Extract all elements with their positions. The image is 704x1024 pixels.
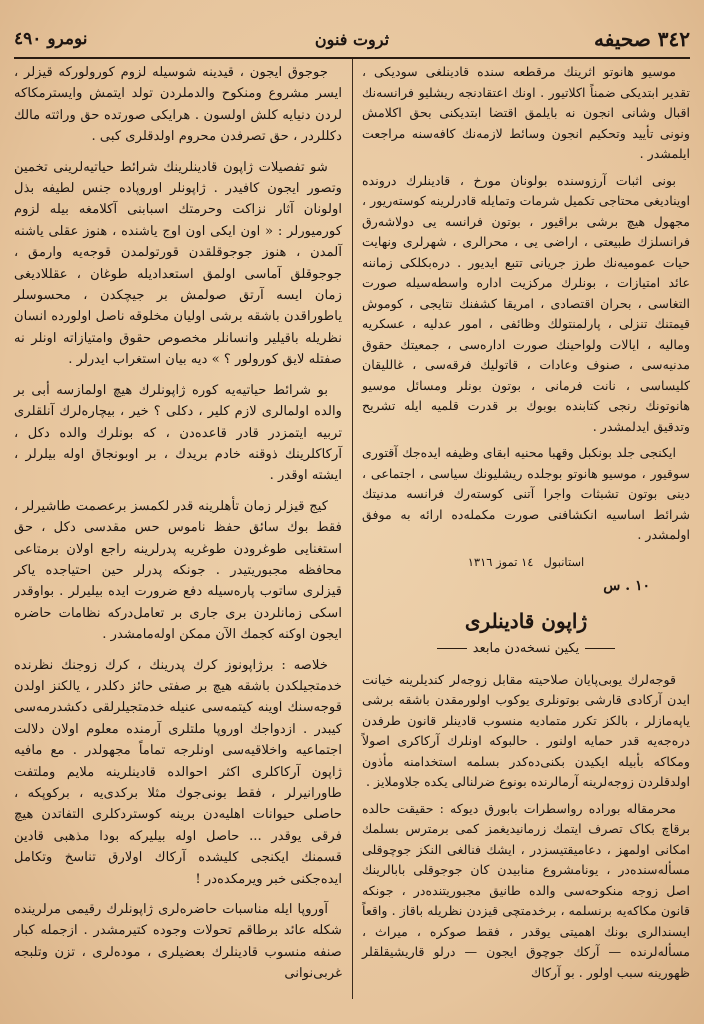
signature: ١٠ . س [603,578,650,594]
journal-title: ثروت فنون [314,29,390,49]
paragraph: موسيو هانوتو اثرینك مرقطعه سنده قادینلغی سوديکی ، تقدیر ابتدیکی ضمناً اکلاتیور . اونك اعتقادنجه ریشلیو فرانسه‌نك اقبال وشانی انجون نه بایلمق اقتضا ابتدیکنی بحق اکلامش ونونی تأیید وتحکیم انجون وسائط لازمه‌نك کافه‌سنه مراجعت ایلمشدر . [362,64,690,161]
issue-number: نومرو ٤٩٠ [14,29,88,49]
dateline-date: ١٤ تموز ١٣١٦ [467,554,534,569]
page-header [14,22,690,56]
article-title: ژاپون قادینلری [464,608,588,633]
paragraph: ایکنجی جلد بونکبل وقهبا محنیه ابقای وظیفه ایده‌جك آقتوری سوقیور ، موسیو هانوتو بوجلده ریشلیونك سیاسی ، اجتماعی ، دینی بوتون تشبثات واجرا آتنی کوسته‌رك فرانسه مدنیتك شرائط اساسیه انکشافنی صورت مکمله‌ده ارائه به موفق اولمشدر . [362,445,690,542]
article-subtitle-text: یکین نسخه‌دن مابعد [472,641,580,656]
left-column [14,62,342,994]
right-column [362,62,690,989]
paragraph: خلاصه : برژاپونوز کرك پدرینك ، کرك زوجنك نظرنده خدمتجیلکدن باشقه هیچ بر صفتی حائز دکلدر ، یالکنز اولدن قوجه‌سنك اوینه کیتمه‌سی عنیله خدمتجیلرلقی دکشدرمه‌سی کیبدر . ازدواجك اوروپا ملتلری آرمنده معلوم اولان دلالت اجتماعیه واخلاقیه‌سی اونلرجه تماماً مجهولدر . مع مافیه ژاپون آرکاکلری اکثر احوالده قادینلرینه ملایم وملتفت طاورانیرلر ، فقط بونی‌جوك مثلا برکدی‌یه ، برکوپکه ، حاصلی حیوانات اهلیه‌دن برینه کوستردکلری التفاتدن هیچ فرقی یوقدر ... حاصل اوله بیلیرکه بودا مذهبی قادین قسمنك ایکنجی کلیشده آرکاك اولارق تناسخ وتکامل ایده‌جکنی خبر ویرمکده‌در ! [14,657,342,887]
dateline-city: استانبول [543,554,585,569]
page-number: ٣٤٢ صحيفه [594,27,690,51]
paragraph: محرمقاله بوراده رواسطرات بابورق دیوکه : حقیقت حالده برقاچ بکاک تصرف ایتمك زرمانیدیغمز کمی برمترس بسلمك امکانی اولمهز ، دعامیقتیسزدر ، ایشك فنالغی النکز جوچوقلی مسأله‌سنده‌در ، یونامشروع منابیدن کان جوجوقلی بابالرینك اصل زوجه منکوحه‌سی والده طانیق مجبوریتنده‌در ، جونکه قانون مکاکه‌یه برنسلمه ، برخدمتچی قیزدن نظریله باقاز . واقعاً ایسندالری بونك اهمیتی یوقدر ، فقط صوکره ، میراث ، مسأله‌لرنده — آرکك جوچوق ایجون — درلو قاریشیقلقلر ظهورینه سبب اولور . بو آرکاك [362,800,690,980]
paragraph: جوجوق ایجون ، قیدینه شوسیله لزوم کورولورکه قیزلر ، ایسر مشروع ومنکوح والدملردن تولد ایتمش وایسترمکاکه لردن دنیایه کلش اولسون . هرایکی صورتده حق وراثته مالك دکللردر ، حق تصرفدن محروم اولدقلری کبی . [14,65,342,145]
column-divider [352,59,353,999]
paragraph: بونی اثبات آرزوسنده بولونان مورخ ، قادینلرك درونده اویناديغی محتاجی تکمیل شرمات وتمایله قادرلرینه کوسته‌ریور ، مجهول هیچ برشی براقیور ، بوتون فرانسه‌ یی دولاشه‌رق فرانسلزك طبیعتی ، اراضی یی ، محرالری ، شهرلری ونهایت حیات عمومیه‌نك طرز جریانی تتبع ایدیور . دره‌بکلکی زماننه عائد امتیازات ، بونلرك مرکزیت اداره واسطه‌سیله صورت التغاسی ، بحران اقتصادی ، امریقا کشفنك نتایجی ، کوموش قیمتنك تنزلی ، پارلمنتولك وظائفی ، امور عدلیه ، عسکریه ومالیه ، ایالات ولواحینك صورت اداره‌سی ، جمعیتك حقوق مدنیه‌سی ، صنوف وعادات ، قاتولیك فرقه‌سی ، غاللیقان کلیساسی ، نانت فرمانی ، بوتون بونلر ومسائل موسیو هانوتونك رنجی کتابنده بوبوك بر قدرت قلمیه ایله تشریح وتدقیق ایدلمشدر . [362,172,690,434]
paragraph: کیج قیزلر زمان تأهلرینه قدر لکمسز برعصمت طاشیرلر ، فقط بوك سائق حفظ ناموس حس مقدسی دکل ، حق استغنایی طوغرودن طوغریه پدرلرینه راجع اولان برمتاعی محافظه مجبوریتیدر . جونکه پدرلر حین احتیاجده یاکر قیزلری ساتوب پاره‌سیله دفع ضرورت ایده بیلیرلر . بواوقدر اسکی زمانلردن بری جاری بر تعامل‌درکه نظامات حاضره ایجون اوکنه کجمك الآن ممکن اوله‌مامشدر . [14,498,342,643]
subtitle-rule [585,648,615,649]
dateline [362,552,690,573]
paragraph: آوروپا ایله مناسبات حاضره‌لری ژاپونلرك رقیمی مرلرینده شکله عائد برطاقم تحولات وجوده کتیرمشدر . ازجمله کبار صنفه منسوب قادینلرك بعضیلری ، موده‌لری ، تزن وتلبجه غربی‌نوانی [14,902,342,982]
paragraph: قوجه‌لرك یوبی‌پایان صلاحیته مقابل زوجه‌لر کندیلرینه خیانت ایدن آرکادی قارشی بوتونلری یوکوب اولورمقدن باشقه برشی یاپه‌مازلر ، بالکز تکرر متمادیه منسوب قادینلر قانون طرفدن دره‌جه‌یه قدر حمایه اولنور . حالبوکه اونلرك آرکاکری اصولاً ومکاکه بأبیله ایکیدن بکنی‌ده‌کدر بسلمه استخدامنه مأذون اولدقلردن زوجه‌لرینه آرمالرنده بونوع ضرلنالی یکده جلاوملایز . [362,671,690,789]
paragraph: شو تفصیلات ژاپون قادینلرینك شرائط حیاتیه‌لرینی تخمین وتصور ایجون کافیدر . ژاپونلر اوروپاده جنس لطیفه بذل اولونان آثار نزاکت وحرمتك اسبابنی آکلامغه بیله لزوم کورمیورلر : « اون ایکی اون اوج یاشنده ، هنوز عقلی یاشنه آلمدن ، هنوز جوجوقلقدن قورتولمدن قوجه‌یه وارمق ، جوجوقلق آماسی اولمق استعدادیله طوغان ، عقللاديغی زمان ایسه آرتق صولمش بر جیچکدن ، محسوسلر یاطوراقدن باشقه برشی اولیان مخلوقه ناصل اولورده انسان نظریله باقیلیر وانسانلر مخصوص حقوق وامتیازاته اونلر نه صفتله لایق کورولور ؟ » دیه بیان استغراب ایدرلر . [14,159,342,368]
article-subtitle [362,639,690,660]
paragraph: بو شرائط حیاتیه‌یه کوره ژاپونلرك هیچ اولمازسه أبی بر والده اولمالری لازم کلیر ، دکلی ؟ خیر ، بیچاره‌لرك آنلقلری تربیه ایتمزدر قادر قاعده‌دن ، که بونلرك والده دکل ، آرکاکلرینك ذوقنه خادم بریدك ، بر اوبونجاق اوله بیلرلر ، ایشته اوقدر . [14,382,342,484]
subtitle-rule [437,648,467,649]
